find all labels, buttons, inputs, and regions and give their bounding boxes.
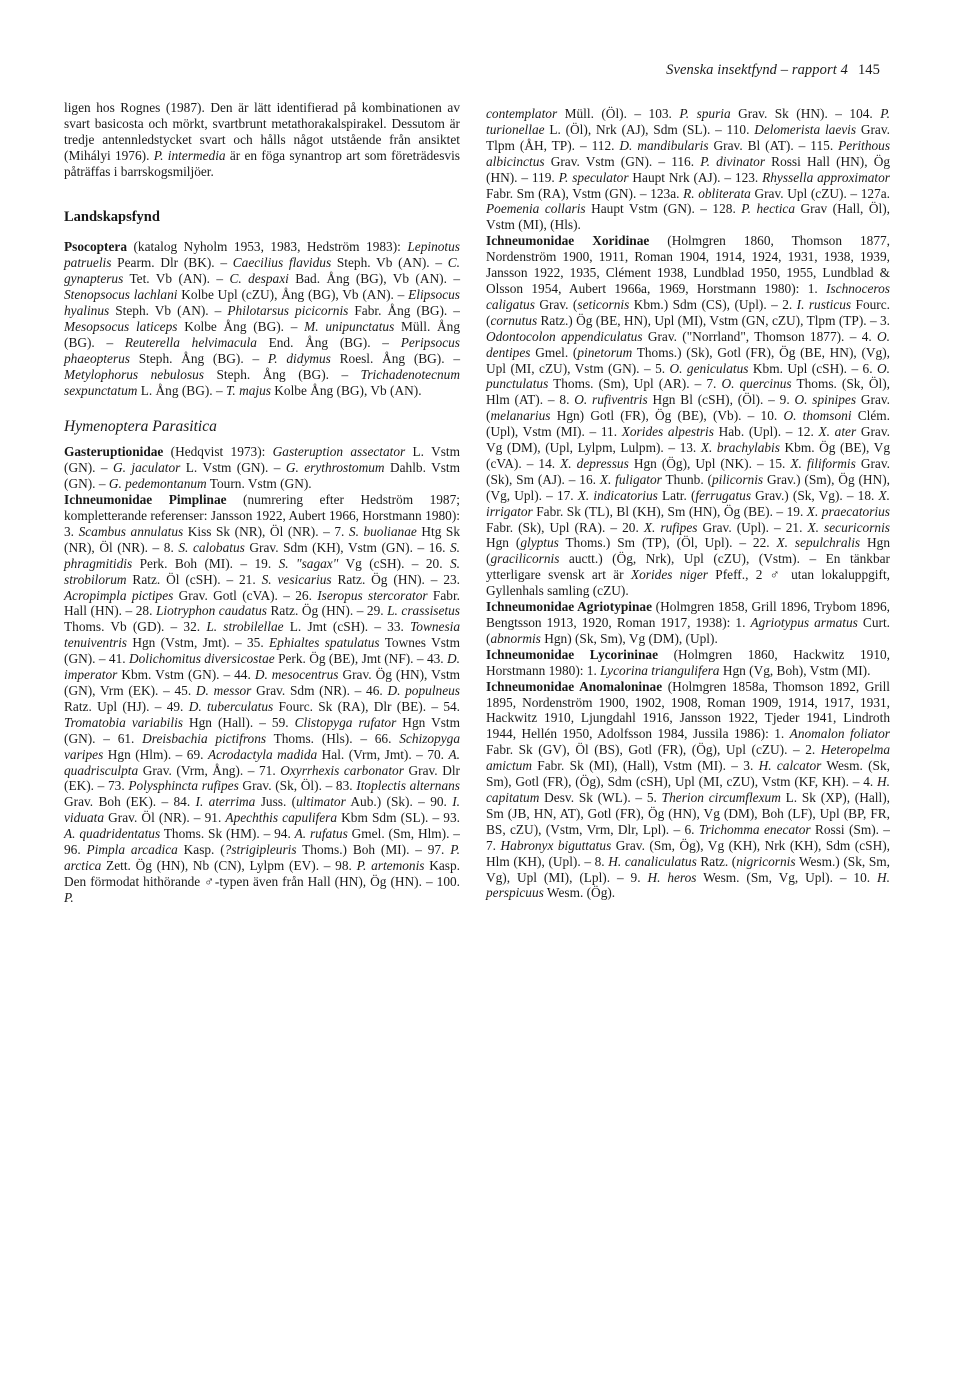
intro-paragraph: ligen hos Rognes (1987). Den är lätt identifierad på kombinationen av svart basicosta och mörkt, svartbrunt metathorakalspirakel. Dessutom är tredje antennledstycket svart och hålls något utstående från ansiktet (Mihályi 1976). P. intermedia är en föga synantrop art som företrädesvis påträffas i barrskogsmiljöer. (64, 100, 460, 179)
journal-title: Svenska insektfynd – rapport 4 (666, 62, 848, 78)
pimplinae-continued-paragraph: contemplator Müll. (Öl). – 103. P. spuria Grav. Sk (HN). – 104. P. turionellae L. (Öl), Nrk (AJ), Sdm (SL). – 110. Delomerista laevis Grav. Tlpm (ÅH, TP). – 112. D. mandibularis Grav. Bl (AT). – 115. Perithous albicinctus Grav. Vstm (GN). – 116. P. divinator Rossi Hall (HN), Ög (HN). – 119. P. speculator Haupt Nrk (AJ). – 123. Rhyssella approximator Fabr. Sm (RA), Vstm (GN). – 123a. R. obliterata Grav. Upl (cZU). – 127a. Poemenia collaris Haupt Vstm (GN). – 128. P. hectica Grav (Hall, Öl), Vstm (MI), (Hls). (486, 106, 891, 233)
pimplinae-paragraph: Ichneumonidae Pimplinae (numrering efter Hedström 1987; kompletterande referenser: Jansson 1922, Aubert 1966, Horstmann 1980): 3. Scambus annulatus Kiss Sk (NR), Öl (NR). – 7. S. buolianae Htg Sk (NR), Öl (NR). – 8. S. calobatus Grav. Sdm (KH), Vstm (GN). – 16. S. phragmitidis Perk. Boh (MI). – 19. S. "sagax" Vg (cSH). – 20. S. strobilorum Ratz. Öl (cSH). – 21. S. vesicarius Ratz. Ög (HN). – 23. Acropimpla pictipes Grav. Gotl (cVA). – 26. Iseropus stercorator Fabr. Hall (HN). – 28. Liotryphon caudatus Ratz. Ög (HN). – 29. L. crassisetus Thoms. Vb (GD). – 32. L. strobilellae L. Jmt (cSH). – 33. Townesia tenuiventris Hgn (Vstm, Jmt). – 35. Ephialtes spatulatus Townes Vstm (GN). – 41. Dolichomitus diversicostae Perk. Ög (BE), Jmt (NF). – 43. D. imperator Kbm. Vstm (GN). – 44. D. mesocentrus Grav. Ög (HN), Vstm (GN), Vrm (EK). – 45. D. messor Grav. Sdm (NR). – 46. D. populneus Ratz. Upl (HJ). – 49. D. tuberculatus Fourc. Sk (RA), Dlr (BE). – 54. Tromatobia variabilis Hgn (Hall). – 59. Clistopyga rufator Hgn Vstm (GN). – 61. Dreisbachia pictifrons Thoms. (Hls). – 66. Schizopyga varipes Hgn (Hlm). – 69. Acrodactyla madida Hal. (Vrm, Jmt). – 70. A. quadrisculpta Grav. (Vrm, Ång). – 71. Oxyrrhexis carbonator Grav. Dlr (EK). – 73. Polysphincta rufipes Grav. (Sk, Öl). – 83. Itoplectis alternans Grav. Boh (EK). – 84. I. aterrima Juss. (ultimator Aub.) (Sk). – 90. I. viduata Grav. Öl (NR). – 91. Apechthis capulifera Kbm Sdm (SL). – 93. A. quadridentatus Thoms. Sk (HM). – 94. A. rufatus Gmel. (Sm, Hlm). – 96. Pimpla arcadica Kasp. (?strigipleuris Thoms.) Boh (MI). – 97. P. arctica Zett. Ög (HN), Nb (CN), Lylpm (EV). – 98. P. artemonis Kasp. Den förmodat hithörande ♂-typen även från Hall (HN), Ög (HN). – 100. P. (64, 492, 461, 905)
right-column (486, 106, 890, 901)
anomaloninae-paragraph: Ichneumonidae Anomaloninae (Holmgren 1858a, Thomson 1892, Grill 1895, Nordenström 1900, 1902, 1908, Roman 1909, 1914, 1917, 1931, Hackwitz 1910, Ljungdahl 1916, Jansson 1922, Tjeder 1941, Lindroth 1944, Hellén 1950, Adolfsson 1984, Jussila 1986): 1. Anomalon foliator Fabr. Sk (GV), Öl (BS), Gotl (FR), (Ög), Upl (cZU). – 2. Heteropelma amictum Fabr. Sk (MI), (Hall), Vstm (MI). – 3. H. calcator Wesm. (Sk, Sm), Gotl (FR), (Ög), Sdm (cSH), Upl (MI, cZU), Vstm (KF, KH). – 4. H. capitatum Desv. Sk (WL). – 5. Therion circumflexum L. Sk (XP), (Hall), Sm (JB, HN, AT), Gotl (FR), Ög (HN), Vg (DM), Boh (LF), Upl (BP, FR, BS, cZU), (Vstm, Vrm, Dlr, Lpl). – 6. Trichomma enecator Rossi (Sm). – 7. Habronyx biguttatus Grav. (Sm, Ög), Vg (KH), Nrk (KH), Sdm (cSH), Hlm (KH), (Upl). – 8. H. canaliculatus Ratz. (nigricornis Wesm.) (Sk, Sm, Vg), Upl (MI), (Lpl). – 9. H. heros Wesm. (Sm, Vg, Upl). – 10. H. perspicuus Wesm. (Ög). (486, 678, 891, 901)
xoridinae-paragraph: Ichneumonidae Xoridinae (Holmgren 1860, Thomson 1877, Nordenström 1900, 1911, Roman 1904, 1914, 1924, 1931, 1938, 1939, Jansson 1922, 1935, Clément 1938, Lundblad 1950, 1955, Lundblad & Olsson 1954, Aubert 1966a, 1969, Horstmann 1980): 1. Ischnoceros caligatus Grav. (seticornis Kbm.) Sdm (CS), (Upl). – 2. I. rusticus Fourc. (cornutus Ratz.) Ög (BE, HN), Upl (MI), Vstm (GN, cZU), Tlpm (TP). – 3. Odontocolon appendiculatus Grav. ("Norrland", Thomson 1877). – 4. O. dentipes Gmel. (pinetorum Thoms.) (Sk), Gotl (FR), Ög (BE, HN), (Vg), Upl (MI, cZU), Vstm (GN). – 5. O. geniculatus Kbm. Upl (cSH). – 6. O. punctulatus Thoms. (Sm), Upl (AR). – 7. O. quercinus Thoms. (Sk, Öl), Hlm (AT). – 8. O. rufiventris Hgn Bl (cSH), (Öl). – 9. O. spinipes Grav. (melanarius Hgn) Gotl (FR), Ög (BE), (Vb). – 10. O. thomsoni Clém. (Upl), Vstm (MI). – 11. Xorides alpestris Hab. (Upl). – 12. X. ater Grav. Vg (DM), (Upl, Lylpm, Lulpm). – 13. X. brachylabis Kbm. Ög (BE), Vg (cVA). – 14. X. depressus Hgn (Ög), Upl (NK). – 15. X. filiformis Grav. (Sk), Sm (AJ). – 16. X. fuligator Thunb. (pilicornis Grav.) (Sm), Ög (HN), (Vg, Upl). – 17. X. indicatorius Latr. (ferrugatus Grav.) (Sk, Vg). – 18. X. irrigator Fabr. Sk (TL), Bl (KH), Sm (HN), Ög (BE). – 19. X. praecatorius Fabr. (Sk), Upl (RA). – 20. X. rufipes Grav. (Upl). – 21. X. securicornis Hgn (glyptus Thoms.) Sm (TP), (Öl, Upl). – 22. X. sepulchralis Hgn (gracilicornis auctt.) (Ög, Nrk), Upl (cZU), (Vstm). – En tänkbar ytterligare svensk art är Xorides niger Pfeff., 2 ♂ utan lokaluppgift, Gyllenhals samling (cZU). (486, 233, 891, 599)
gasteruptionidae-paragraph: Gasteruptionidae (Hedqvist 1973): Gasteruption assectator L. Vstm (GN). – G. jaculator L. Vstm (GN). – G. erythrostomum Dahlb. Vstm (GN). – G. pedemontanum Tourn. Vstm (GN). (64, 444, 461, 492)
running-header (480, 62, 880, 79)
lycorininae-paragraph: Ichneumonidae Lycorininae (Holmgren 1860, Hackwitz 1910, Horstmann 1980): 1. Lycorina triangulifera Hgn (Vg, Boh), Vstm (MI). (486, 646, 890, 678)
agriotypinae-paragraph: Ichneumonidae Agriotypinae (Holmgren 1858, Grill 1896, Trybom 1896, Bengtsson 1913, 1920, Roman 1917, 1938): 1. Agriotypus armatus Curt. (abnormis Hgn) (Sk, Sm), Vg (DM), (Upl). (486, 599, 890, 646)
left-column (64, 100, 460, 906)
section-heading-hymenoptera: Hymenoptera Parasitica (64, 417, 217, 435)
psocoptera-paragraph: Psocoptera (katalog Nyholm 1953, 1983, Hedström 1983): Lepinotus patruelis Pearm. Dlr (BK). – Caecilius flavidus Steph. Vb (AN). – C. gynapterus Tet. Vb (AN). – C. despaxi Bad. Ång (BG), Vb (AN). – Stenopsocus lachlani Kolbe Upl (cZU), Ång (BG), Vb (AN). – Elipsocus hyalinus Steph. Vb (AN). – Philotarsus picicornis Fabr. Ång (BG). – Mesopsocus laticeps Kolbe Ång (BG). – M. unipunctatus Müll. Ång (BG). – Reuterella helvimacula End. Ång (BG). – Peripsocus phaeopterus Steph. Ång (BG). – P. didymus Roesl. Ång (BG). – Metylophorus nebulosus Steph. Ång (BG). – Trichadenotecnum sexpunctatum L. Ång (BG). – T. majus Kolbe Ång (BG), Vb (AN). (64, 239, 461, 398)
section-heading-landskapsfynd: Landskapsfynd (64, 208, 160, 225)
page-number: 145 (857, 62, 880, 78)
